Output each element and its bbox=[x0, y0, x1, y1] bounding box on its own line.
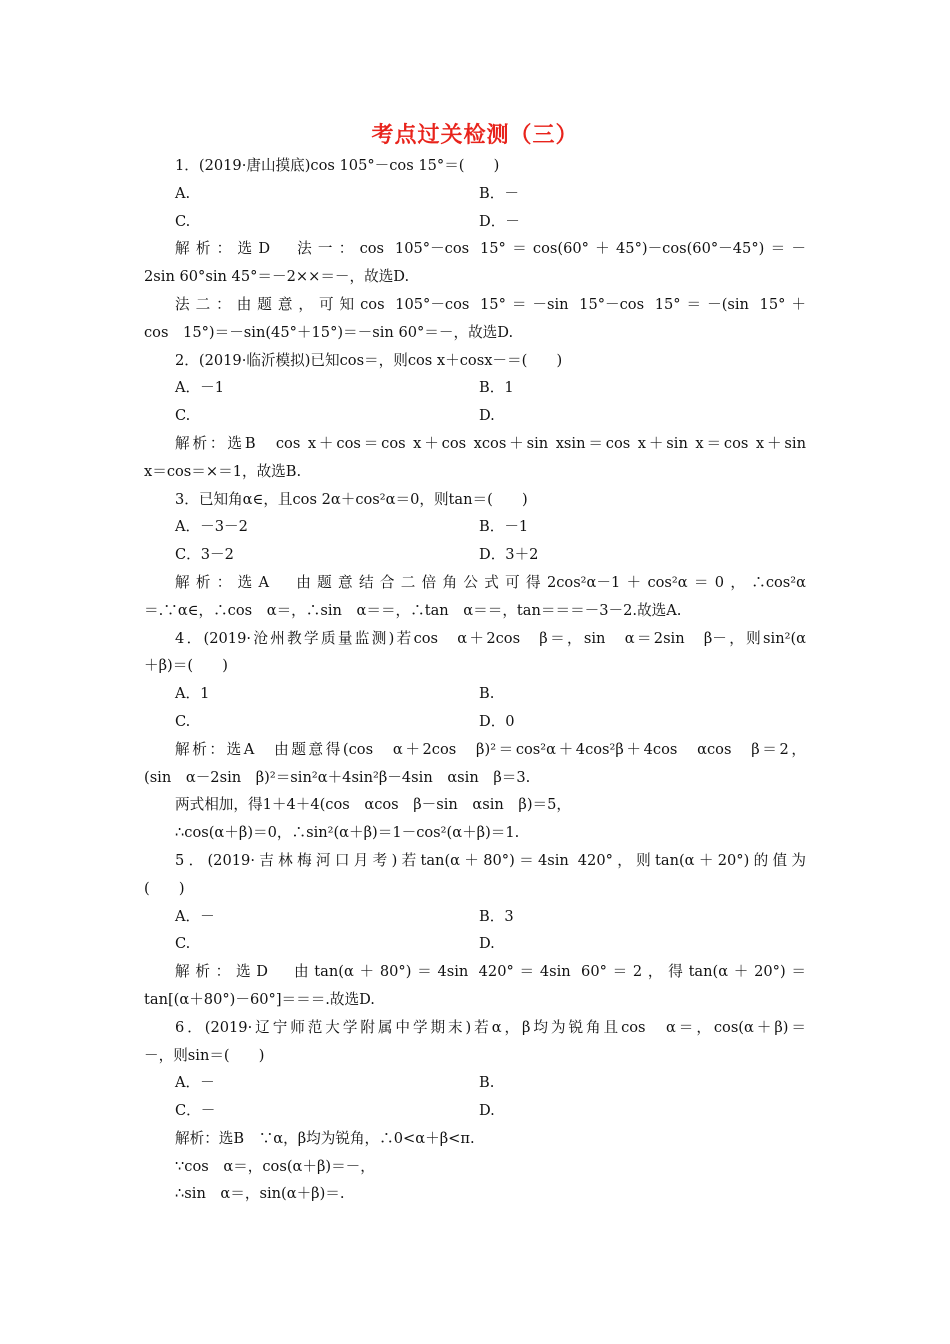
answer-options-row bbox=[144, 1097, 806, 1125]
paragraph-line: 2．(2019·临沂模拟)已知cos＝，则cos x＋cosx－＝( ) bbox=[175, 351, 563, 369]
paragraph-line: 6．(2019·辽宁师范大学附属中学期末)若α，β均为锐角且cos α＝，cos(α＋β)＝ bbox=[175, 1018, 806, 1036]
paragraph-line: ∴sin α＝，sin(α＋β)＝. bbox=[175, 1185, 345, 1203]
paragraph-continuation: (sin α－2sin β)²＝sin²α＋4sin²β－4sin αsin β＝3. bbox=[144, 768, 531, 786]
paragraph-continuation: x＝cos＝×＝1，故选B. bbox=[144, 462, 302, 480]
paragraph-line: 5．(2019·吉林梅河口月考)若tan(α＋80°)＝4sin 420°，则tan(α＋20°)的值为 bbox=[175, 851, 806, 869]
option-right: D. bbox=[479, 935, 495, 953]
option-right: D. bbox=[479, 407, 495, 425]
option-left: A．－ bbox=[175, 1074, 215, 1092]
answer-options-row bbox=[144, 513, 806, 541]
paragraph-continuation: tan[(α＋80°)－60°]＝＝＝.故选D. bbox=[144, 990, 375, 1008]
option-right: D. bbox=[479, 1102, 495, 1120]
answer-options-row bbox=[144, 208, 806, 236]
option-left: A．－ bbox=[175, 907, 215, 925]
option-right: B．－1 bbox=[479, 518, 529, 536]
paragraph-line: 解析：选B cos x＋cos＝cos x＋cos xcos＋sin xsin＝cos x＋sin x＝cos x＋sin bbox=[175, 434, 806, 452]
paragraph-continuation: ＋β)＝( ) bbox=[144, 657, 228, 675]
paragraph-continuation: cos 15°)＝－sin(45°＋15°)＝－sin 60°＝－，故选D. bbox=[144, 323, 514, 341]
answer-options-row bbox=[144, 903, 806, 931]
answer-options-row bbox=[144, 708, 806, 736]
option-right: D．0 bbox=[479, 712, 515, 730]
option-right: B．1 bbox=[479, 379, 514, 397]
answer-options-row bbox=[144, 680, 806, 708]
option-right: B．3 bbox=[479, 907, 514, 925]
paragraph-line: ∴cos(α＋β)＝0，∴sin²(α＋β)＝1－cos²(α＋β)＝1. bbox=[175, 824, 520, 842]
answer-options-row bbox=[144, 402, 806, 430]
option-left: C. bbox=[175, 212, 191, 230]
document-body bbox=[144, 152, 806, 1208]
paragraph-continuation: －，则sin＝( ) bbox=[144, 1046, 265, 1064]
option-left: C. bbox=[175, 935, 191, 953]
option-left: A．1 bbox=[175, 685, 210, 703]
option-left: C. bbox=[175, 407, 191, 425]
paragraph-line: 法二：由题意，可知cos 105°－cos 15°＝－sin 15°－cos 15°＝－(sin 15°＋ bbox=[175, 295, 806, 313]
option-left: A．－1 bbox=[175, 379, 225, 397]
paragraph-line: 解析：选B ∵α，β均为锐角，∴0<α＋β<π. bbox=[175, 1129, 475, 1147]
paragraph-line: ∵cos α＝，cos(α＋β)＝－， bbox=[175, 1157, 375, 1175]
answer-options-row bbox=[144, 541, 806, 569]
page-title: 考点过关检测（三） bbox=[371, 123, 579, 148]
paragraph-line: 解析：选A 由题意得(cos α＋2cos β)²＝cos²α＋4cos²β＋4cos αcos β＝2， bbox=[175, 740, 806, 758]
option-left: C. bbox=[175, 712, 191, 730]
paragraph-continuation: 2sin 60°sin 45°＝－2××＝－，故选D. bbox=[144, 268, 410, 286]
paragraph-line: 两式相加，得1＋4＋4(cos αcos β－sin αsin β)＝5， bbox=[175, 796, 572, 814]
option-right: B. bbox=[479, 1074, 495, 1092]
paragraph-line: 1．(2019·唐山摸底)cos 105°－cos 15°＝( ) bbox=[175, 157, 500, 174]
paragraph-line: 3．已知角α∈，且cos 2α＋cos²α＝0，则tan＝( ) bbox=[175, 490, 528, 508]
paragraph-line: 4．(2019·沧州教学质量监测)若cos α＋2cos β＝，sin α＝2sin β－，则sin²(α bbox=[175, 629, 806, 647]
answer-options-row bbox=[144, 930, 806, 958]
option-left: A．－3－2 bbox=[175, 518, 248, 536]
paragraph-line: 解析：选D 法一：cos 105°－cos 15°＝cos(60°＋45°)－cos(60°－45°)＝－ bbox=[175, 240, 806, 258]
paragraph-continuation: ( ) bbox=[144, 879, 185, 897]
answer-options-row bbox=[144, 180, 806, 208]
option-left: C．－ bbox=[175, 1102, 216, 1120]
option-right: D．－ bbox=[479, 212, 520, 230]
answer-options-row bbox=[144, 374, 806, 402]
option-left: A. bbox=[175, 184, 191, 202]
option-right: B. bbox=[479, 685, 495, 703]
paragraph-line: 解析：选A 由题意结合二倍角公式可得2cos²α－1＋cos²α＝0，∴cos²α bbox=[175, 573, 806, 591]
paragraph-line: 解析：选D 由tan(α＋80°)＝4sin 420°＝4sin 60°＝2，得tan(α＋20°)＝ bbox=[175, 963, 806, 981]
paragraph-continuation: ＝.∵α∈，∴cos α＝，∴sin α＝＝，∴tan α＝＝，tan＝＝＝－3－2.故选A. bbox=[144, 601, 682, 619]
option-right: D．3＋2 bbox=[479, 546, 539, 564]
answer-options-row bbox=[144, 1069, 806, 1097]
option-right: B．－ bbox=[479, 184, 519, 202]
option-left: C．3－2 bbox=[175, 546, 234, 564]
